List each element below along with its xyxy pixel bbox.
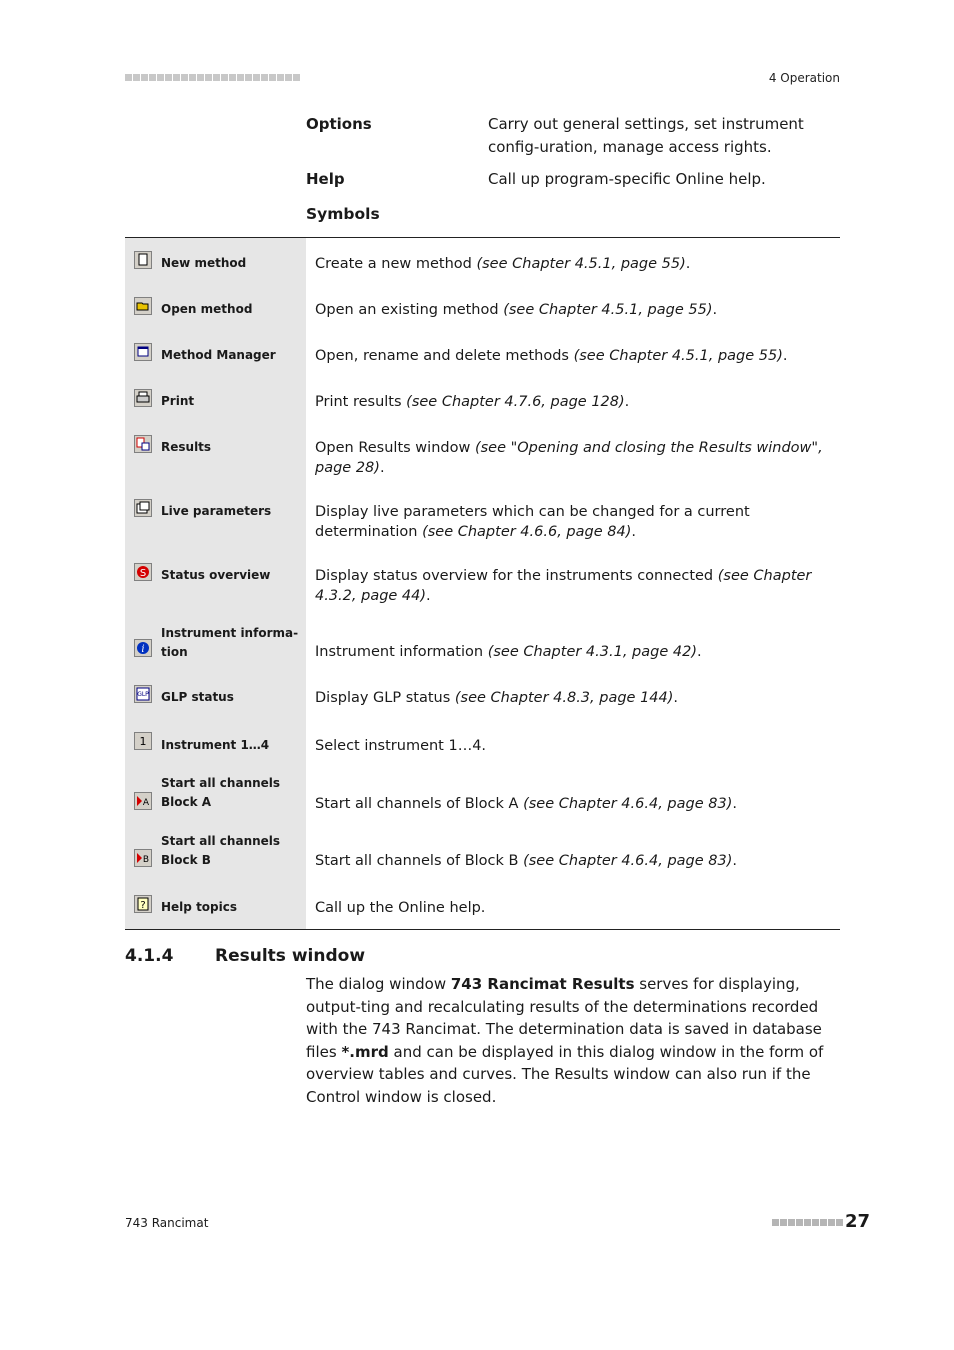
svg-text:B: B (142, 855, 150, 865)
symbols-table (125, 237, 840, 930)
footer-product: 743 Rancimat (125, 1216, 209, 1230)
symbol-description: Open Results window (see "Opening and closing the Results window", page 28). (315, 440, 823, 476)
svg-text:i: i (141, 644, 145, 655)
symbol-label: Print (161, 394, 195, 408)
method-manager-icon (134, 343, 152, 361)
symbol-label: Instrument informa-tion (161, 626, 299, 659)
symbol-description: Start all channels of Block B (see Chapter 4.6.4, page 83). (315, 853, 737, 869)
new-method-icon (134, 251, 152, 269)
symbol-label: Open method (161, 302, 253, 316)
footer-decoration (772, 1219, 843, 1226)
symbol-label: Method Manager (161, 348, 276, 362)
section-title: Results window (215, 946, 366, 966)
svg-text:S: S (139, 568, 147, 579)
instrument-select-icon (134, 732, 152, 750)
symbol-label: Status overview (161, 568, 271, 582)
instrument-information-icon (134, 639, 152, 657)
symbol-description: Open an existing method (see Chapter 4.5.1, page 55). (315, 302, 718, 318)
symbol-description: Display status overview for the instruments connected (see Chapter 4.3.2, page 44). (315, 568, 812, 604)
section-paragraph: The dialog window 743 Rancimat Results serves for displaying, output-ting and recalculating results of the determinations recorded with the 743 Rancimat. The determination data is saved in database files *.mrd and can be displayed in this dialog window in the form of overview tables and curves. The Results window can also run if the Control window is closed. (306, 975, 824, 1106)
header-decoration (125, 74, 300, 82)
symbol-label: Results (161, 440, 212, 454)
symbol-description: Display GLP status (see Chapter 4.8.3, page 144). (315, 690, 679, 706)
symbol-label: New method (161, 256, 247, 270)
section-number: 4.1.4 (125, 946, 174, 966)
svg-text:?: ? (140, 900, 146, 911)
symbol-label: Help topics (161, 900, 238, 914)
symbol-description: Print results (see Chapter 4.7.6, page 128). (315, 394, 630, 410)
help-topics-icon (134, 895, 152, 913)
symbol-label: Live parameters (161, 504, 272, 518)
symbol-label: GLP status (161, 690, 234, 704)
symbol-description: Start all channels of Block A (see Chapter 4.6.4, page 83). (315, 796, 737, 812)
menu-item-term: Help (306, 170, 345, 188)
menu-item-term: Options (306, 115, 372, 133)
symbol-label: Instrument 1…4 (161, 738, 270, 752)
symbol-description: Instrument information (see Chapter 4.3.1, page 42). (315, 644, 702, 660)
symbol-description: Call up the Online help. (315, 900, 486, 916)
symbol-label: Start all channels Block A (161, 776, 281, 809)
svg-text:A: A (142, 798, 150, 808)
print-icon (134, 389, 152, 407)
start-block-b-icon (134, 849, 152, 867)
menu-item-desc: Carry out general settings, set instrument config-uration, manage access rights. (488, 115, 804, 156)
symbol-label: Start all channels Block B (161, 834, 281, 867)
menu-item-desc: Call up program-specific Online help. (488, 170, 766, 188)
symbol-description: Select instrument 1…4. (315, 738, 487, 754)
status-overview-icon (134, 563, 152, 581)
results-icon (134, 435, 152, 453)
symbol-description: Open, rename and delete methods (see Chapter 4.5.1, page 55). (315, 348, 788, 364)
start-block-a-icon (134, 792, 152, 810)
live-parameters-icon (134, 499, 152, 517)
symbol-description: Display live parameters which can be changed for a current determination (see Chapter 4.6.6, page 84). (315, 504, 750, 540)
symbol-description: Create a new method (see Chapter 4.5.1, page 55). (315, 256, 691, 272)
glp-status-icon (134, 685, 152, 703)
symbols-heading: Symbols (306, 205, 380, 223)
svg-text:1: 1 (139, 735, 147, 748)
page-number: 27 (845, 1211, 871, 1232)
chapter-header: 4 Operation (768, 71, 840, 85)
open-method-icon (134, 297, 152, 315)
svg-text:GLP: GLP (137, 691, 149, 698)
